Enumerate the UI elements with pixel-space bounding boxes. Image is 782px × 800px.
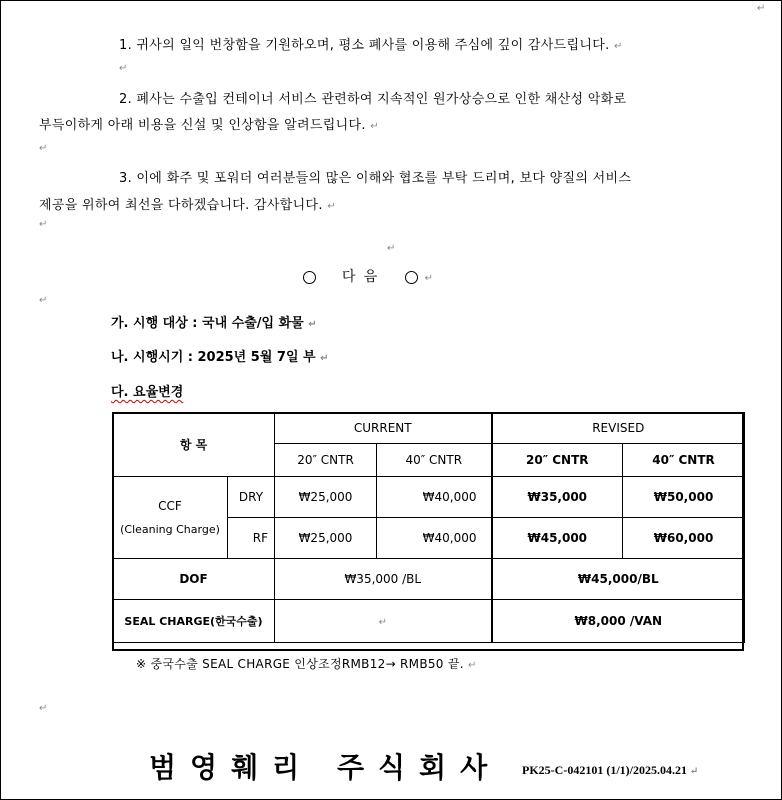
item-rate-change-text: 다. 요율변경: [111, 385, 184, 400]
empty-paragraph-mark: ↵: [39, 143, 48, 154]
paragraph-3-line-1: 3. 이에 화주 및 포워더 여러분들의 많은 이해와 협조를 부탁 드리며, 보다 양질의 서비스: [119, 171, 632, 186]
current-20-header: 20″ CNTR: [275, 444, 377, 477]
empty-paragraph-mark: ↵: [387, 243, 396, 254]
item-rate-change: [111, 381, 183, 400]
rf-label: RF: [228, 518, 275, 559]
paragraph-mark: ↵: [467, 660, 477, 671]
paragraph-mark: ↵: [370, 121, 379, 132]
notice-heading-text: 다 음: [341, 269, 380, 285]
paragraph-2-line-1: 2. 폐사는 수출입 컨테이너 서비스 관련하여 지속적인 원가상승으로 인한 채산성 악화로: [119, 92, 627, 107]
paragraph-mark: ↵: [378, 617, 387, 628]
empty-paragraph-mark: ↵: [39, 703, 48, 714]
rf-current-40: ₩40,000: [377, 518, 492, 559]
notice-heading: [303, 266, 435, 286]
paragraph-mark: ↵: [320, 353, 329, 364]
empty-paragraph-mark: ↵: [39, 219, 48, 230]
dry-current-20: ₩25,000: [275, 477, 377, 518]
company-name: 범영훼리 주식회사: [149, 751, 502, 784]
item-target: [111, 312, 317, 331]
item-header: 항 목: [113, 413, 275, 477]
paragraph-mark: ↵: [327, 201, 336, 212]
paragraph-3-line-2-text: 제공을 위하여 최선을 다하겠습니다. 감사합니다.: [39, 198, 323, 213]
footnote: [136, 655, 477, 672]
rf-revised-40: ₩60,000: [623, 518, 745, 559]
dof-current: ₩35,000 /BL: [275, 559, 492, 600]
paragraph-1-text: 1. 귀사의 일익 번창함을 기원하오며, 평소 폐사를 이용해 주심에 깊이 감사드립니다.: [119, 38, 610, 53]
item-target-text: 가. 시행 대상 : 국내 수출/입 화물: [111, 316, 304, 331]
dry-current-40: ₩40,000: [377, 477, 492, 518]
empty-paragraph-mark: ↵: [39, 295, 48, 306]
rf-current-20: ₩25,000: [275, 518, 377, 559]
paragraph-mark: ↵: [613, 41, 623, 52]
dry-revised-20: ₩35,000: [492, 477, 623, 518]
current-header: CURRENT: [275, 413, 492, 444]
rate-table: [112, 412, 745, 643]
seal-charge-revised: ₩8,000 /VAN: [492, 600, 745, 643]
seal-charge-current: [275, 600, 492, 643]
item-date: [111, 346, 329, 365]
paragraph-2-line-2: [39, 114, 379, 133]
revised-40-header: 40″ CNTR: [623, 444, 745, 477]
revised-header: REVISED: [492, 413, 745, 444]
revised-20-header: 20″ CNTR: [492, 444, 623, 477]
current-40-header: 40″ CNTR: [377, 444, 492, 477]
paragraph-2-line-2-text: 부득이하게 아래 비용을 신설 및 인상함을 알려드립니다.: [39, 118, 366, 133]
document-number: [522, 763, 698, 778]
dof-revised: ₩45,000/BL: [492, 559, 745, 600]
dry-revised-40: ₩50,000: [623, 477, 745, 518]
circle-icon: [405, 271, 418, 284]
ccf-label-text: CCF: [158, 499, 182, 513]
empty-paragraph-mark: ↵: [119, 63, 128, 74]
dof-label: DOF: [113, 559, 275, 600]
item-date-text: 나. 시행시기 : 2025년 5월 7일 부: [111, 350, 316, 365]
circle-icon: [303, 271, 316, 284]
ccf-label: [113, 477, 228, 559]
paragraph-mark: ↵: [424, 273, 435, 284]
document-number-text: PK25-C-042101 (1/1)/2025.04.21: [522, 763, 687, 777]
dry-label: DRY: [228, 477, 275, 518]
rf-revised-20: ₩45,000: [492, 518, 623, 559]
ccf-sub-label: (Cleaning Charge): [120, 523, 220, 536]
footnote-text: ※ 중국수출 SEAL CHARGE 인상조정RMB12→ RMB50 끝.: [136, 657, 464, 671]
seal-charge-label: SEAL CHARGE(한국수출): [113, 600, 275, 643]
paragraph-3-line-2: [39, 194, 336, 213]
paragraph-1: [119, 34, 623, 53]
paragraph-mark: ↵: [689, 766, 699, 777]
paragraph-mark: ↵: [308, 319, 317, 330]
table-end-mark: ↵: [757, 3, 766, 14]
